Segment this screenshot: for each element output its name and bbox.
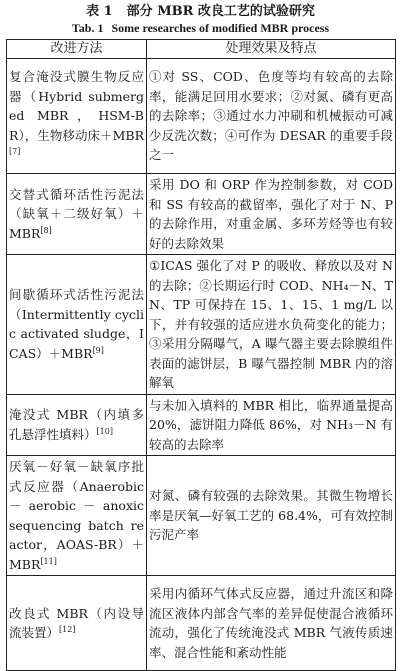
method-cell bbox=[7, 456, 147, 576]
table-number-cn: 表 1 bbox=[86, 4, 113, 19]
table-row bbox=[7, 174, 396, 255]
method-text: 淹没式 MBR（内填多孔悬浮性填料） bbox=[9, 407, 144, 442]
table-row bbox=[7, 59, 396, 174]
effect-cell: 采用内循环气体式反应器，通过升流区和降流区液体内部含气率的差异促使混合液循环流动，强化了传统淹没式 MBR 气液传质速率、混合性能和紊动性能 bbox=[147, 576, 396, 671]
table-row bbox=[7, 255, 396, 395]
method-cell bbox=[7, 394, 147, 456]
table-title-cn: 部分 MBR 改良工艺的试验研究 bbox=[126, 4, 315, 19]
effect-cell: 对氮、磷有较强的去除效果。其微生物增长率是厌氧—好氧工艺的 68.4%，可有效控制污泥产率 bbox=[147, 456, 396, 576]
table-row bbox=[7, 576, 396, 671]
reference-mark: [12] bbox=[59, 624, 76, 634]
method-text: 交替式循环活性污泥法（缺氧＋二级好氧）＋MBR bbox=[9, 186, 144, 241]
reference-mark: [8] bbox=[40, 225, 52, 235]
method-cell bbox=[7, 59, 147, 174]
mbr-process-table bbox=[6, 39, 396, 671]
table-row bbox=[7, 456, 396, 576]
table-number-en: Tab. 1 bbox=[71, 21, 104, 35]
table-title-en: Some researches of modified MBR process bbox=[111, 21, 330, 35]
header-method: 改进方法 bbox=[7, 40, 147, 59]
effect-cell: ①对 SS、COD、色度等均有较高的去除率，能满足回用水要求；②对氮、磷有更高的去除率；③通过水力冲刷和机械振动可减少反洗次数；④可作为 DESAR 的重要手段之一 bbox=[147, 59, 396, 174]
effect-cell: ①ICAS 强化了对 P 的吸收、释放以及对 N 的去除；②长期运行时 COD、NH₄－N、TN、TP 可保持在 15、1、15、1 mg/L 以下，并有较强的适应进水负荷变化的能力；③采用分隔曝气，A 曝气器主要去除膜组件表面的滤饼层，B 曝气器控制 MBR 内的溶解氧 bbox=[147, 255, 396, 395]
table-caption-en bbox=[6, 20, 395, 36]
method-cell bbox=[7, 174, 147, 255]
method-text: 间歇循环式活性污泥法（Intermittently cyclic activated sludge，ICAS）＋MBR bbox=[9, 287, 144, 361]
table-header-row bbox=[7, 40, 396, 59]
reference-mark: [10] bbox=[96, 426, 113, 436]
reference-mark: [9] bbox=[92, 345, 104, 355]
table-caption-cn bbox=[6, 4, 395, 20]
method-cell bbox=[7, 576, 147, 671]
table-row bbox=[7, 394, 396, 456]
reference-mark: [7] bbox=[9, 147, 21, 157]
effect-cell: 采用 DO 和 ORP 作为控制参数，对 COD 和 SS 有较高的截留率，强化了对于 N、P 的去除作用，对重金属、多环芳烃等也有较好的去除效果 bbox=[147, 174, 396, 255]
method-text: 复合淹没式膜生物反应器（Hybrid submerged MBR，HSM-BR），生物移动床＋MBR bbox=[9, 69, 144, 143]
method-text: 厌氧－好氧－缺氧序批式反应器（Anaerobic － aerobic － anoxic sequencing batch reactor，AOAS-BR）＋MBR bbox=[9, 459, 144, 572]
reference-mark: [11] bbox=[40, 556, 57, 566]
header-effect: 处理效果及特点 bbox=[147, 40, 396, 59]
method-text: 改良式 MBR（内设导流装置） bbox=[9, 605, 144, 640]
effect-cell: 与未加入填料的 MBR 相比，临界通量提高 20%，滤饼阻力降低 86%，对 NH₃－N 有较高的去除率 bbox=[147, 394, 396, 456]
method-cell bbox=[7, 255, 147, 395]
